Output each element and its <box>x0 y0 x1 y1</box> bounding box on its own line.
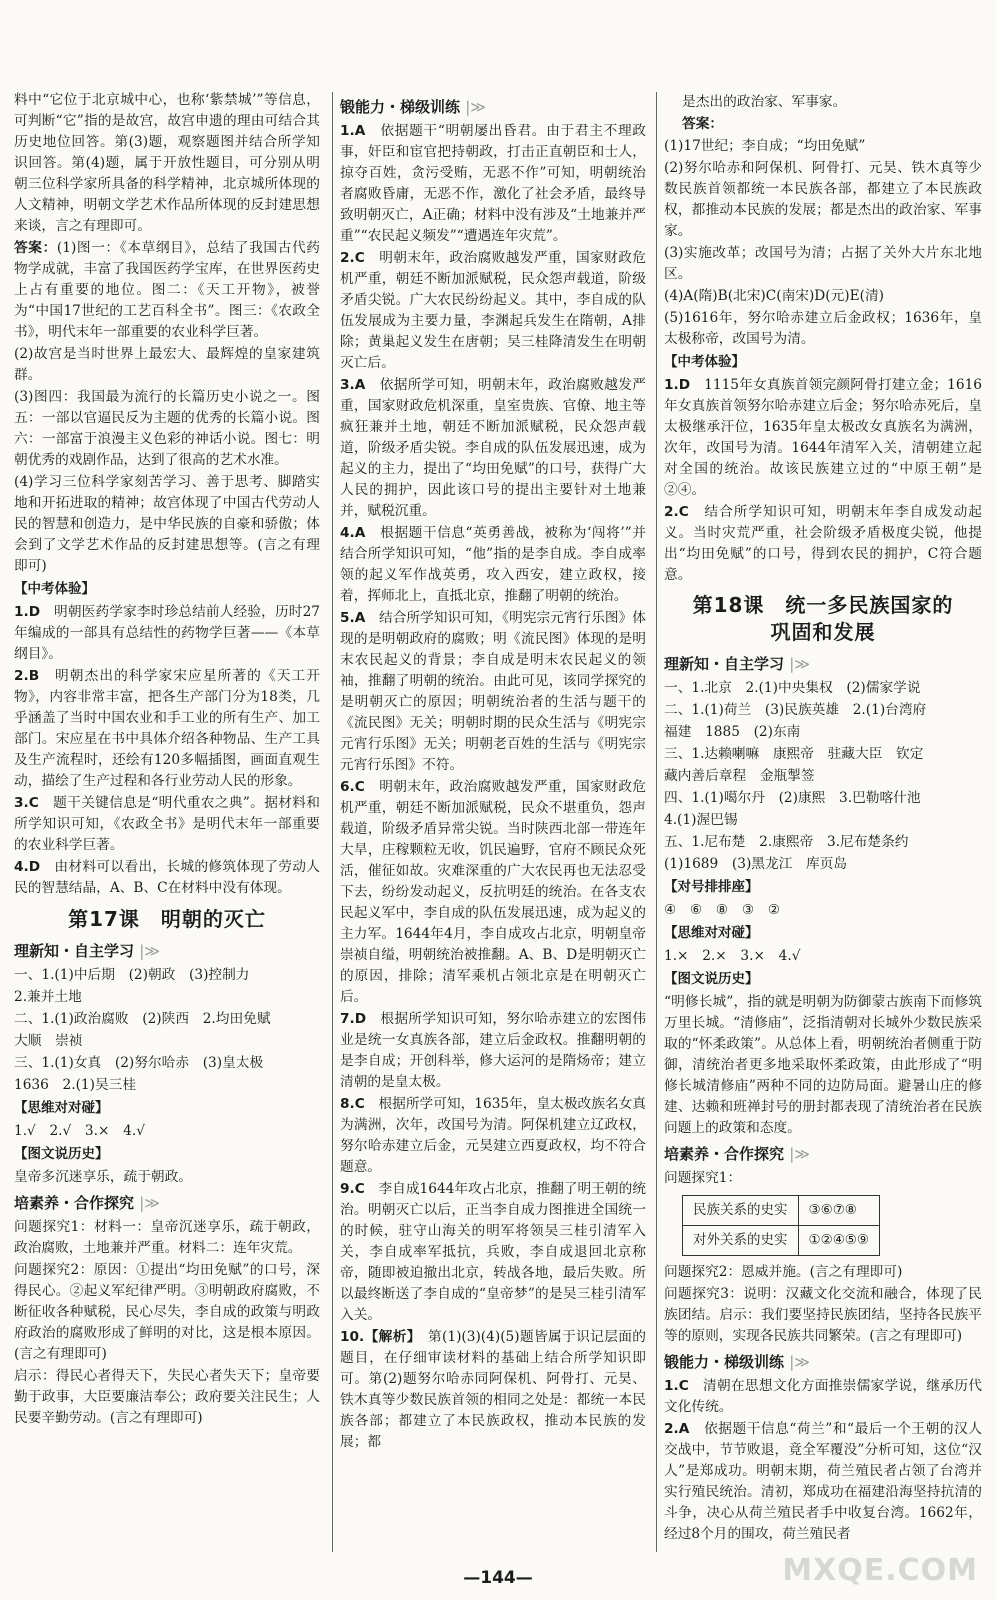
learn-line: 三、1.(1)女真 (2)努尔哈赤 (3)皇太极 <box>14 1055 264 1071</box>
answer-text: (2)故宫是当时世界上最宏大、最辉煌的皇家建筑群。 <box>14 346 320 383</box>
question-answer: 问题探究1：材料一：皇帝沉迷享乐，疏于朝政，政治腐败，土地兼并严重。材料二：连年灾荒。 <box>14 1219 320 1256</box>
exam-list <box>14 602 320 899</box>
item-number: 6.C <box>340 779 380 795</box>
learn-line: 一、1.北京 2.(1)中央集权 (2)儒家学说 <box>664 680 921 696</box>
think-answers: 1.√ 2.√ 3.× 4.√ <box>14 1123 145 1139</box>
learn-line: 藏内善后章程 金瓶掣签 <box>664 768 815 784</box>
train-item <box>340 121 646 247</box>
train-item <box>664 1419 982 1545</box>
pic-answer: 皇帝多沉迷享乐，疏于朝政。 <box>14 1169 192 1185</box>
answer-block <box>14 238 320 343</box>
train-item <box>340 523 646 607</box>
think-tag: 【思维对对碰】 <box>14 1100 109 1116</box>
item-text: 1115年女真族首领完颜阿骨打建立金；1616年女真族首领努尔哈赤建立后金；努尔哈赤死后，皇太极继承汗位，1635年皇太极改女真族名为满洲，次年，改国号为清。1644年清军入关，清朝建立起对全国的统治。故该民族建立过的“中原王朝”是②④。 <box>664 377 982 498</box>
exam-item <box>664 375 982 501</box>
watermark: MXQE.COM <box>782 1553 978 1588</box>
train-list <box>340 121 646 1453</box>
lesson-title: 第17课 明朝的灭亡 <box>68 907 266 931</box>
section-title-text: 培素养・合作探究 <box>14 1194 135 1212</box>
exam-item <box>14 793 320 856</box>
answer-label: 答案： <box>682 116 724 132</box>
item-text: 题干关键信息是“明代重农之典”。据材料和所学知识可知，《农政全书》是明代末年一部重要的农业科学巨著。 <box>14 795 320 853</box>
answer-line: (5)1616年，努尔哈赤建立后金政权；1636年，皇太极称帝，改国号为清。 <box>664 310 982 347</box>
learn-line: 四、1.(1)噶尔丹 (2)康熙 3.巴勒喀什池 <box>664 790 921 806</box>
item-number: 1.D <box>14 604 55 620</box>
answer-line: (1)17世纪；李自成；“均田免赋” <box>664 138 866 154</box>
item-text: 根据所学知识可知，努尔哈赤建立的宏图伟业是统一女真族各部，建立后金政权。推翻明朝的是李自成；开创科举，修大运河的是隋炀帝；建立清朝的是皇太极。 <box>340 1011 646 1090</box>
item-number: 1.A <box>340 123 381 139</box>
item-text: 根据题干信息“英勇善战，被称为‘闯将’”并结合所学知识可知，“他”指的是李自成。李自成率领的起义军作战英勇，攻入西安，建立政权，接着，挥师北上，直抵北京，推翻了明朝的统治。 <box>340 525 646 604</box>
item-number: 8.C <box>340 1096 379 1112</box>
learn-list <box>14 965 320 1096</box>
exam-item <box>14 666 320 792</box>
exam-tag: 【中考体验】 <box>14 581 95 597</box>
item-number: 1.D <box>664 377 705 393</box>
table-cell-value: ①②④⑤⑨ <box>798 1226 880 1256</box>
item-text: 根据所学可知，1635年，皇太极改族名女真为满洲，次年，改国号为清。阿保机建立辽政权，努尔哈赤建立后金，元昊建立西夏政权，均不符合题意。 <box>340 1096 646 1175</box>
item-text: 结合所学知识可知，明朝末年李自成发动起义。当时灾荒严重，社会阶级矛盾极度尖锐，他提出“均田免赋”的口号，得到农民的拥护，C符合题意。 <box>664 504 982 583</box>
learn-line: 一、1.(1)中后期 (2)朝政 (3)控制力 <box>14 967 250 983</box>
relations-table <box>682 1195 880 1256</box>
learn-line: 1636 2.(1)吴三桂 <box>14 1077 137 1093</box>
item-text: 依据题干“明朝屡出昏君。由于君主不理政事，奸臣和宦官把持朝政，打击正直朝臣和士人，掠夺百姓，贪污受贿，无恶不作”可知，明朝统治者腐败昏庸，无恶不作，激化了社会矛盾，最终导致明朝灭亡，A正确；材料中没有涉及“土地兼并严重”“农民起义频发”“遭遇连年灾荒”。 <box>340 123 646 244</box>
learn-line: 三、1.达赖喇嘛 康熙帝 驻藏大臣 钦定 <box>664 746 924 762</box>
item-text: 明朝医药学家李时珍总结前人经验，历时27年编成的一部具有总结性的药物学巨著——《本草纲目》。 <box>14 604 320 662</box>
item-text: 由材料可以看出，长城的修筑体现了劳动人民的智慧结晶，A、B、C在材料中没有体现。 <box>14 859 320 896</box>
pic-tag: 【图文说历史】 <box>664 971 759 987</box>
answer-text: (4)学习三位科学家刻苦学习、善于思考、脚踏实地和开拓进取的精神；故宫体现了中国古代劳动人民的智慧和创造力，是中华民族的自豪和骄傲；体会到了文学艺术作品的反封建思想等。(言之有理即可) <box>14 474 320 574</box>
table-cell-value: ③⑥⑦⑧ <box>798 1196 880 1226</box>
item-number: 7.D <box>340 1011 381 1027</box>
item-number: 2.C <box>340 250 380 266</box>
section-title-text: 培素养・合作探究 <box>664 1145 785 1163</box>
section-title-text: 理新知・自主学习 <box>664 655 785 673</box>
item-text: 明朝末年，政治腐败越发严重，国家财政危机严重，朝廷不断加派赋税，民众不堪重负，怨声载道，阶级矛盾异常尖锐。当时陕西北部一带连年大旱，庄稼颗粒无收，饥民遍野，官府不顾民众死活，催征如故。灾难深重的广大农民再也无法忍受下去，纷纷发动起义，反抗明廷的统治。在各支农民起义军中，李自成的队伍发展迅速，成为起义的主力军。1644年4月，李自成攻占北京，明朝皇帝崇祯自缢，明朝统治被推翻。A、B、D是明朝灭亡的原因，排除；清军乘机占领北京是在明朝灭亡后。 <box>340 779 646 1005</box>
section-title: 锻能力・梯级训练 |≫ <box>340 98 487 116</box>
item-number: 1.C <box>664 1378 704 1394</box>
column-divider <box>656 92 657 1552</box>
learn-line: 4.(1)渥巴锡 <box>664 812 738 828</box>
question-answer: 问题探究3：说明：汉藏文化交流和融合，体现了民族团结。启示：我们要坚持民族团结，坚持各民族平等的原则，实现各民族共同繁荣。(言之有理即可) <box>664 1286 982 1344</box>
pic-tag: 【图文说历史】 <box>14 1146 109 1162</box>
section-title: 理新知・自主学习 |≫ <box>14 942 161 960</box>
learn-line: 二、1.(1)荷兰 (3)民族英雄 2.(1)台湾府 <box>664 702 927 718</box>
section-title: 理新知・自主学习 |≫ <box>664 655 811 673</box>
item-number: 2.C <box>664 504 705 520</box>
analysis-text: 料中“它位于北京城中心，也称‘紫禁城’”等信息，可判断“它”指的是故宫，故宫申遗的理由可结合其历史地位回答。第(3)题，观察题图并结合所学知识回答。第(4)题，属于开放性题目，可分别从明朝三位科学家所具备的科学精神，北京城所体现的人文精神，明朝文学艺术作品所体现的反封建思想来谈，言之有理即可。 <box>14 92 320 234</box>
train-list <box>664 1376 982 1545</box>
item-text: 结合所学知识可知，《明宪宗元宵行乐图》体现的是明朝政府的腐败；明《流民图》体现的是明末农民起义的背景；李自成是明末农民起义的领袖，推翻了明朝的统治。由此可见，该同学探究的是明朝灭亡的原因；明朝统治者的生活与题干的《流民图》无关；明朝时期的民众生活与《明宪宗元宵行乐图》无关；明朝老百姓的生活与《明宪宗元宵行乐图》不符。 <box>340 610 646 773</box>
question-answer: 问题探究2：原因：①提出“均田免赋”的口号，深得民心。②起义军纪律严明。③明朝政府腐败，不断征收各种赋税，民心尽失，李自成的政策与明政府政治的腐败形成了鲜明的对比，这是根本原因。(言之有理即可) <box>14 1262 320 1362</box>
answer-text: (3)图四：我国最为流行的长篇历史小说之一。图五：一部以官逼民反为主题的优秀的长篇小说。图六：一部富于浪漫主义色彩的神话小说。图七：明朝优秀的戏剧作品，达到了很高的艺术水准。 <box>14 389 320 468</box>
train-item <box>340 777 646 1008</box>
section-title-text: 理新知・自主学习 <box>14 942 135 960</box>
train-item <box>340 608 646 776</box>
answer-line: (3)实施改革；改国号为清；占据了关外大片东北地区。 <box>664 245 982 282</box>
exam-tag: 【中考体验】 <box>664 354 745 370</box>
question-answer: 启示：得民心者得天下，失民心者失天下；皇帝要勤于政事，大臣要廉洁奉公；政府要关注民生；人民要辛勤劳动。(言之有理即可) <box>14 1368 320 1426</box>
learn-line: 二、1.(1)政治腐败 (2)陕西 2.均田免赋 <box>14 1011 271 1027</box>
lesson-title-line: 第18课 统一多民族国家的 <box>692 593 954 617</box>
section-title: 培素养・合作探究 |≫ <box>14 1194 161 1212</box>
learn-line: 福建 1885 (2)东南 <box>664 724 801 740</box>
column-divider <box>332 92 333 1552</box>
learn-line: (1)1689 (3)黑龙江 库页岛 <box>664 856 848 872</box>
pic-answer: “明修长城”，指的就是明朝为防御蒙古族南下而修筑万里长城。“清修庙”，泛指清朝对长城外少数民族采取的“怀柔政策”。从总体上看，明朝统治者侧重于防御，清统治者更多地采取怀柔政策，由此形成了“明修长城清修庙”两种不同的边防局面。避暑山庄的修建、达赖和班禅封号的册封都表现了清统治者在民族问题上的政策和态度。 <box>664 994 982 1136</box>
table-cell-label: 民族关系的史实 <box>683 1196 799 1226</box>
item-number: 2.A <box>664 1421 705 1437</box>
item-number: 4.D <box>14 859 55 875</box>
exam-item <box>664 502 982 586</box>
item-text: 明朝杰出的科学家宋应星所著的《天工开物》，内容非常丰富，把各生产部门分为18类，几乎涵盖了当时中国农业和手工业的所有生产、加工部门。宋应星在书中具体介绍各种物品、生产工具及生产流程时，还绘有120多幅插图，画面直观生动，描绘了生产过程和各行业劳动人民的形象。 <box>14 668 320 789</box>
train-item <box>340 1327 646 1453</box>
answer-block <box>664 114 982 135</box>
table-row <box>683 1226 880 1256</box>
answer-label: 答案： <box>14 240 57 256</box>
table-row <box>683 1196 880 1226</box>
question-answer: 问题探究2：恩威并施。(言之有理即可) <box>664 1264 903 1280</box>
train-item <box>340 248 646 374</box>
train-item <box>664 1376 982 1418</box>
item-text: 依据题干信息“荷兰”和“最后一个王朝的汉人交战中，节节败退，竟全军覆没”分析可知，这位“汉人”是郑成功。明朝末期，荷兰殖民者占领了台湾并实行殖民统治。清初，郑成功在福建沿海坚持抗清的斗争，决心从荷兰殖民者手中收复台湾。1662年，经过8个月的围攻，荷兰殖民者 <box>664 1421 982 1542</box>
question-answer: 问题探究1： <box>664 1170 742 1186</box>
think-tag: 【思维对对碰】 <box>664 925 759 941</box>
answer-line: (4)A(隋)B(北宋)C(南宋)D(元)E(清) <box>664 288 884 304</box>
analysis-text: 是杰出的政治家、军事家。 <box>682 94 847 110</box>
think-answers: 1.× 2.× 3.× 4.√ <box>664 948 801 964</box>
item-text: 第(1)(3)(4)(5)题皆属于识记层面的题目，在仔细审读材料的基础上结合所学知识即可。第(2)题努尔哈赤同阿保机、阿骨打、元昊、铁木真等少数民族首领的相同之处是：都统一本民族各部；都建立了本民族政权，推动本民族的发展；都 <box>340 1329 646 1450</box>
train-item <box>340 1179 646 1326</box>
train-item <box>340 375 646 522</box>
item-number: 2.B <box>14 668 56 684</box>
train-item <box>340 1094 646 1178</box>
section-title-text: 锻能力・梯级训练 <box>340 98 461 116</box>
order-tag: 【对号排排座】 <box>664 879 759 895</box>
item-number: 4.A <box>340 525 381 541</box>
answer-text: (1)图一：《本草纲目》，总结了我国古代药物学成就，丰富了我国医药学宝库，在世界医药史上占有重要的地位。图二：《天工开物》，被誉为“中国17世纪的工艺百科全书”。图三：《农政全书》，明代末年一部重要的农业科学巨著。 <box>14 240 320 340</box>
learn-line: 大顺 崇祯 <box>14 1033 83 1049</box>
exam-item <box>14 602 320 665</box>
learn-line: 2.兼并土地 <box>14 989 82 1005</box>
train-item <box>340 1009 646 1093</box>
lesson-title <box>664 592 982 646</box>
column-right <box>664 92 982 1562</box>
answer-list <box>664 136 982 350</box>
exam-item <box>14 857 320 899</box>
item-text: 李自成1644年攻占北京，推翻了明王朝的统治。明朝灭亡以后，正当李自成力图推进全国统一的时候，驻守山海关的明军将领吴三桂引清军入关，李自成率军抵抗，兵败，李自成退回北京称帝，随即被迫撤出北京，转战各地，最后失败。所以最终断送了李自成的“皇帝梦”的是吴三桂引清军入关。 <box>340 1181 646 1323</box>
learn-line: 五、1.尼布楚 2.康熙帝 3.尼布楚条约 <box>664 834 909 850</box>
exam-list <box>664 375 982 586</box>
learn-list <box>664 678 982 875</box>
item-number: 3.A <box>340 377 380 393</box>
item-number: 5.A <box>340 610 380 626</box>
item-text: 依据所学可知，明朝末年，政治腐败越发严重，国家财政危机深重，皇室贵族、官僚、地主等疯狂兼并土地，朝廷不断加派赋税，民众怨声载道，阶级矛盾尖锐。李自成的队伍发展迅速，成为起义的主力，提出了“均田免赋”的口号，获得广大人民的拥护，因此该口号的提出主要针对土地兼并，赋税沉重。 <box>340 377 646 519</box>
item-text: 明朝末年，政治腐败越发严重，国家财政危机严重，朝廷不断加派赋税，民众怨声载道，阶级矛盾尖锐。广大农民纷纷起义。其中，李自成的队伍发展成为主要力量，李渊起兵发生在隋朝，A排除；黄巢起义发生在唐朝；吴三桂降清发生在明朝灭亡后。 <box>340 250 646 371</box>
answer-line: (2)努尔哈赤和阿保机、阿骨打、元昊、铁木真等少数民族首领都统一本民族各部，都建立了本民族政权，都推动本民族的发展；都是杰出的政治家、军事家。 <box>664 160 982 239</box>
column-left <box>14 90 320 1560</box>
page-number: —144— <box>463 1568 533 1588</box>
item-text: 清朝在思想文化方面推崇儒家学说，继承历代文化传统。 <box>664 1378 982 1415</box>
item-number: 3.C <box>14 795 54 811</box>
lesson-title-line: 巩固和发展 <box>770 620 876 644</box>
table-cell-label: 对外关系的史实 <box>683 1226 799 1256</box>
item-number: 9.C <box>340 1181 379 1197</box>
section-title: 锻能力・梯级训练 |≫ <box>664 1353 811 1371</box>
section-title-text: 锻能力・梯级训练 <box>664 1353 785 1371</box>
section-title: 培素养・合作探究 |≫ <box>664 1145 811 1163</box>
order-answers: ④ ⑥ ⑧ ③ ② <box>664 902 781 918</box>
item-number: 10.【解析】 <box>340 1329 428 1345</box>
column-middle <box>340 92 646 1562</box>
